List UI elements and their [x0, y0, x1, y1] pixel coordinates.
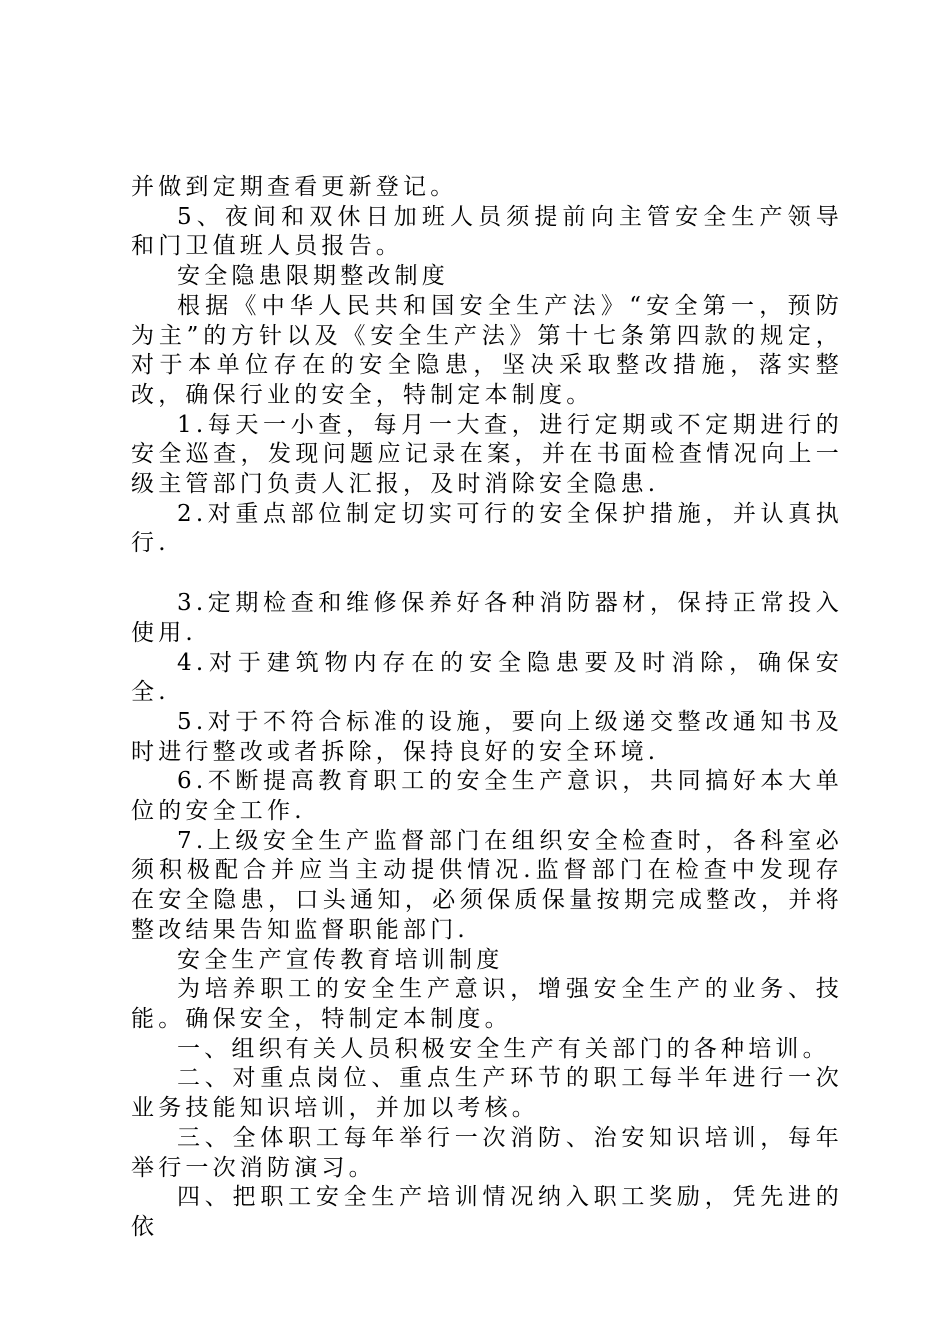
paragraph-training-item-4: 四、把职工安全生产培训情况纳入职工奖励，凭先进的依 — [131, 1184, 843, 1240]
paragraph-rule-4: 4.对于建筑物内存在的安全隐患要及时消除，确保安全. — [131, 649, 843, 706]
paragraph-training-item-2: 二、对重点岗位、重点生产环节的职工每半年进行一次业务技能知识培训，并加以考核。 — [131, 1065, 843, 1122]
paragraph-continuation: 并做到定期查看更新登记。 — [131, 174, 458, 200]
paragraph-item-5-overtime-report: 5、夜间和双休日加班人员须提前向主管安全生产领导和门卫值班人员报告。 — [131, 203, 843, 260]
paragraph-rule-1: 1.每天一小查，每月一大查，进行定期或不定期进行的安全巡查，发现问题应记录在案，并在书面检查情况向上一级主管部门负责人汇报，及时消除安全隐患. — [131, 411, 843, 498]
document-body — [131, 173, 843, 1243]
paragraph-rule-7: 7.上级安全生产监督部门在组织安全检查时，各科室必须积极配合并应当主动提供情况.监督部门在检查中发现存在安全隐患，口头通知，必须保质保量按期完成整改，并将整改结果告知监督职能部门. — [131, 827, 843, 943]
paragraph-training-intro: 为培养职工的安全生产意识，增强安全生产的业务、技能。确保安全，特制定本制度。 — [131, 976, 843, 1032]
paragraph-rule-6: 6.不断提高教育职工的安全生产意识，共同搞好本大单位的安全工作. — [131, 768, 843, 825]
section-heading-hazard-rectification: 安全隐患限期整改制度 — [177, 263, 449, 290]
paragraph-rule-2: 2.对重点部位制定切实可行的安全保护措施，并认真执行. — [131, 500, 843, 557]
paragraph-rule-3: 3.定期检查和维修保养好各种消防器材，保持正常投入使用. — [131, 590, 843, 646]
paragraph-training-item-3: 三、全体职工每年举行一次消防、治安知识培训，每年举行一次消防演习。 — [131, 1124, 843, 1181]
paragraph-rule-5: 5.对于不符合标准的设施，要向上级递交整改通知书及时进行整改或者拆除，保持良好的安全环境. — [131, 708, 843, 765]
section-heading-training: 安全生产宣传教育培训制度 — [177, 946, 504, 973]
paragraph-rectification-intro: 根据《中华人民共和国安全生产法》“安全第一，预防为主”的方针以及《安全生产法》第十七条第四款的规定，对于本单位存在的安全隐患，坚决采取整改措施，落实整改，确保行业的安全，特制定本制度。 — [131, 292, 843, 408]
paragraph-training-item-1: 一、组织有关人员积极安全生产有关部门的各种培训。 — [177, 1035, 830, 1062]
